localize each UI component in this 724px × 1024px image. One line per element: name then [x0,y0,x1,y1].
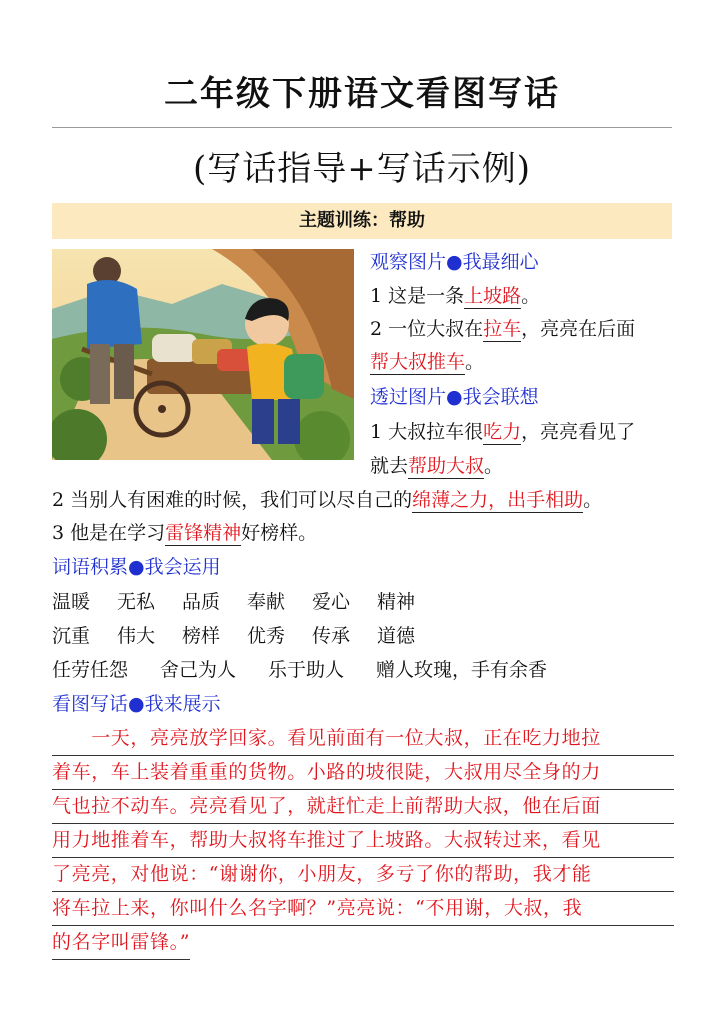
imagine-line-2-text: 就去 [370,455,409,477]
observe-line-3-end: 。 [465,351,485,373]
word-item: 榜样 [182,625,221,647]
word-row-1 [52,588,442,616]
imagine-line-2 [370,452,503,480]
imagine-line-4 [52,519,317,547]
word-item: 优秀 [247,625,286,647]
cart-scene-picture [52,249,354,460]
essay-line: 着车，车上装着重重的货物。小路的坡很陡，大叔用尽全身的力 [52,756,674,790]
imagine-line-3 [52,486,602,514]
page-subtitle: (写话指导+写话示例) [192,149,532,189]
word-item: 伟大 [117,625,156,647]
answer-lend-a-hand: 绵薄之力，出手相助 [412,489,584,511]
word-item: 传承 [312,625,351,647]
essay-line: 将车拉上来，你叫什么名字啊？”亮亮说：“不用谢，大叔，我 [52,892,674,926]
story-illustration [52,249,354,460]
word-item: 沉重 [52,625,91,647]
word-item: 温暖 [52,591,91,613]
imagine-line-1-end: ，亮亮看见了 [521,421,636,443]
word-item: 舍己为人 [160,659,237,681]
observe-line-1-end: 。 [521,285,541,307]
observe-line-2-text: 2 一位大叔在 [370,318,484,340]
essay-line: 用力地推着车，帮助大叔将车推过了上坡路。大叔转过来，看见 [52,824,674,858]
observe-line-1-text: 1 这是一条 [370,285,465,307]
observe-line-3 [370,348,484,376]
imagine-heading: 透过图片●我会联想 [370,386,539,408]
observe-line-2-end: ，亮亮在后面 [521,318,636,340]
imagine-line-4-text: 3 他是在学习 [52,522,166,544]
word-row-2 [52,622,442,650]
word-item: 奉献 [247,591,286,613]
imagine-line-3-end: 。 [583,489,603,511]
answer-uphill-road: 上坡路 [464,285,522,307]
word-item: 品质 [182,591,221,613]
answer-pulling-cart: 拉车 [483,318,522,340]
answer-leifeng-spirit: 雷锋精神 [165,522,242,544]
word-row-3 [52,656,547,684]
word-item: 赠人玫瑰，手有余香 [376,659,548,681]
imagine-line-3-text: 2 当别人有困难的时候，我们可以尽自己的 [52,489,413,511]
essay-heading: 看图写话●我来展示 [52,693,221,715]
imagine-line-1 [370,418,635,446]
page-title: 二年级下册语文看图写话 [164,74,560,114]
essay-line: 的名字叫雷锋。” [52,926,190,960]
word-item: 乐于助人 [268,659,345,681]
word-item: 道德 [377,625,416,647]
imagine-line-2-end: 。 [484,455,504,477]
title-divider [52,127,672,128]
observe-heading: 观察图片●我最细心 [370,251,539,273]
word-item: 爱心 [312,591,351,613]
words-heading: 词语积累●我会运用 [52,556,221,578]
essay-line: 了亮亮，对他说：“谢谢你，小朋友，多亏了你的帮助，我才能 [52,858,674,892]
essay-line: 一天，亮亮放学回家。看见前面有一位大叔，正在吃力地拉 [52,722,674,756]
word-item: 精神 [377,591,416,613]
word-item: 无私 [117,591,156,613]
answer-push-cart: 帮大叔推车 [370,351,466,373]
word-item: 任劳任怨 [52,659,129,681]
observe-line-1 [370,282,540,310]
answer-strenuous: 吃力 [483,421,522,443]
theme-banner: 主题训练：帮助 [52,203,672,239]
essay-line: 气也拉不动车。亮亮看见了，就赶忙走上前帮助大叔，他在后面 [52,790,674,824]
essay-body [52,722,674,960]
observe-line-2 [370,315,635,343]
imagine-line-4-end: 好榜样。 [241,522,318,544]
answer-help-uncle: 帮助大叔 [408,455,485,477]
imagine-line-1-text: 1 大叔拉车很 [370,421,484,443]
